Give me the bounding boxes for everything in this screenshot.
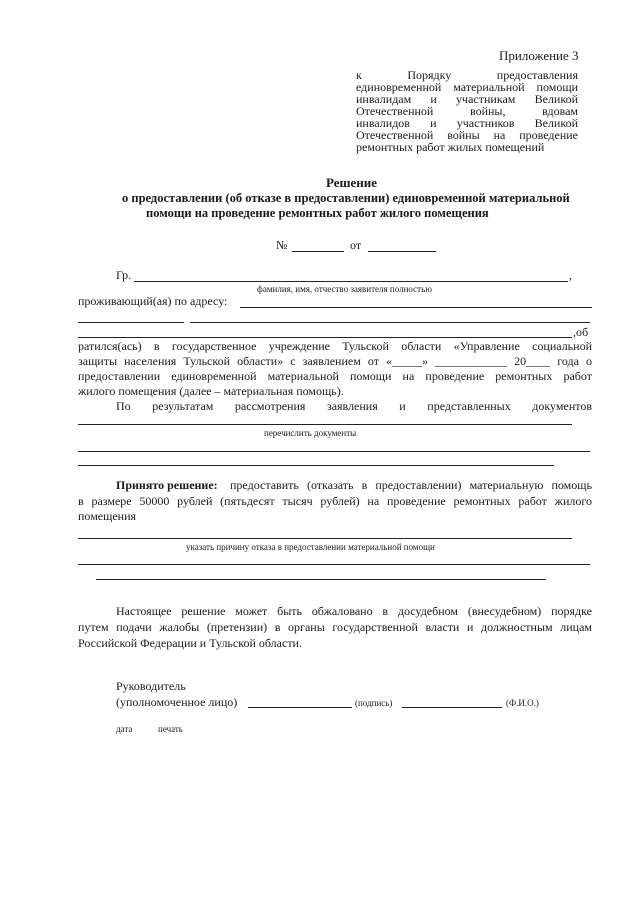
address-field-line-3[interactable] (78, 337, 572, 338)
appeal-text: Российской Федерации и Тульской области. (78, 636, 302, 650)
fio-hint: (Ф.И.О.) (506, 698, 539, 708)
decision-text: предоставить (отказать в предоставлении) материальную помощь (230, 478, 592, 492)
date-stamp-label: дата (116, 724, 133, 734)
documents-field-line-3[interactable] (78, 465, 554, 466)
date-label: от (350, 238, 362, 252)
annex-line: единовременной материальной помощи (356, 80, 578, 94)
appeal-text: Настоящее решение может быть обжаловано в досудебном (внесудебном) порядке (116, 604, 592, 618)
address-label: проживающий(ая) по адресу: (78, 294, 228, 308)
applicant-text: защиты населения Тульской области» с заявлением от «_____» ____________ 20____ года о (78, 354, 592, 368)
annex-line: ремонтных работ жилых помещений (356, 140, 545, 154)
documents-field-line-2[interactable] (78, 451, 590, 452)
signature-field[interactable] (248, 707, 352, 708)
decision-label: Принято решение: (116, 478, 218, 492)
annex-line: инвалидам и участникам Великой (356, 92, 578, 106)
number-label: № (276, 238, 288, 252)
decision-subtitle: о предоставлении (об отказе в предоставлении) единовременной материальной (122, 191, 570, 205)
ob-suffix: ,об (573, 325, 589, 339)
number-field[interactable] (292, 251, 344, 252)
decision-text: помещения (78, 509, 137, 523)
signature-hint: (подпись) (355, 698, 393, 708)
head-label: Руководитель (116, 679, 186, 693)
decision-heading: Решение (326, 175, 378, 190)
fio-field[interactable] (402, 707, 502, 708)
decision-subtitle: помощи на проведение ремонтных работ жилого помещения (146, 206, 489, 220)
appeal-text: путем подачи жалобы (претензии) в органы государственной власти и должностным лицам (78, 620, 592, 634)
decision-text: в размере 50000 рублей (пятьдесят тысяч рублей) на проведение ремонтных работ жилого (78, 494, 592, 508)
address-field-line-2a[interactable] (78, 322, 184, 323)
stamp-label: печать (158, 724, 183, 734)
annex-line: к Порядку предоставления (356, 68, 578, 82)
name-line-comma: , (569, 268, 572, 282)
annex-title: Приложение 3 (499, 48, 579, 63)
annex-line: Отечественной войны, вдовам (356, 104, 578, 118)
applicant-name-field[interactable] (134, 281, 568, 282)
applicant-text: ратился(ась) в государственное учреждение Тульской области «Управление социальной (78, 339, 592, 353)
documents-hint: перечислить документы (264, 428, 357, 438)
date-field[interactable] (368, 251, 436, 252)
documents-field-line-1[interactable] (78, 424, 572, 425)
reason-field-line-3[interactable] (96, 579, 546, 580)
applicant-text: предоставлении единовременной материальной помощи на проведение ремонтных работ (78, 369, 592, 383)
address-field-line-2b[interactable] (190, 322, 590, 323)
citizen-label: Гр. (116, 268, 132, 282)
address-field-line-1[interactable] (240, 307, 592, 308)
review-text: По результатам рассмотрения заявления и представленных документов (116, 399, 592, 413)
authorized-label: (уполномоченное лицо) (116, 695, 238, 709)
reason-field-line-1[interactable] (78, 538, 572, 539)
annex-line: Отечественной войны на проведение (356, 128, 578, 142)
reason-field-line-2[interactable] (78, 564, 590, 565)
annex-line: инвалидов и участников Великой (356, 116, 578, 130)
name-hint: фамилия, имя, отчество заявителя полностью (257, 284, 432, 294)
reason-hint: указать причину отказа в предоставлении материальной помощи (186, 542, 435, 552)
applicant-text: жилого помещения (далее – материальная помощь). (78, 384, 344, 398)
